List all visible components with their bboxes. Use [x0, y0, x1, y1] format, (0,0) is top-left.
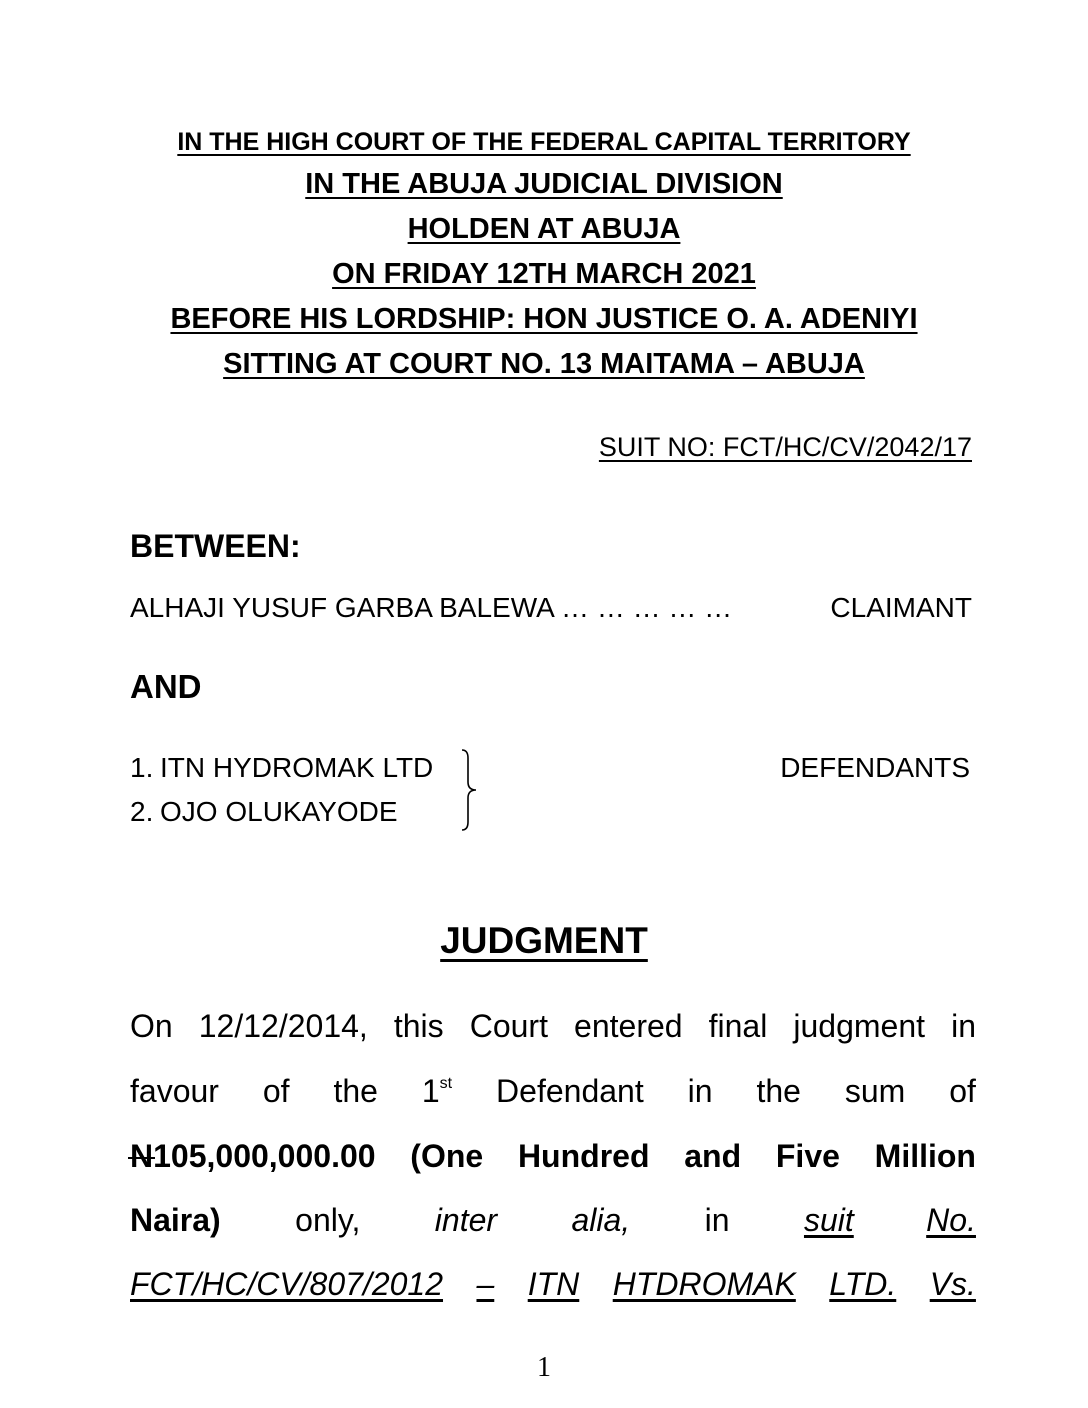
amount-value: 105,000,000.00: [153, 1138, 376, 1174]
defendant-number: 1.: [130, 752, 154, 783]
ordinal-suffix: st: [439, 1075, 453, 1092]
word: Naira): [130, 1202, 221, 1238]
word: of: [262, 1073, 290, 1109]
word: ITN: [527, 1266, 580, 1302]
word: in: [704, 1202, 730, 1238]
suit-reference: [804, 1202, 976, 1239]
paragraph-line: [130, 1008, 976, 1045]
defendant-name: OJO OLUKAYODE: [160, 796, 398, 827]
page-number: 1: [537, 1352, 551, 1383]
word: judgment: [793, 1008, 926, 1044]
word: (One: [410, 1138, 484, 1174]
naira-symbol: N: [130, 1138, 154, 1174]
word: Five: [775, 1138, 840, 1174]
word: alia,: [571, 1202, 631, 1238]
word: entered: [574, 1008, 683, 1044]
claimant-role: CLAIMANT: [830, 592, 972, 623]
holden-heading: HOLDEN AT ABUJA: [407, 213, 681, 245]
defendant-item: [130, 796, 398, 828]
between-label: BETWEEN:: [130, 528, 301, 564]
court-heading: IN THE HIGH COURT OF THE FEDERAL CAPITAL TERRITORY: [177, 128, 911, 156]
word: and: [684, 1138, 742, 1174]
word: suit: [803, 1202, 854, 1238]
word: –: [476, 1266, 495, 1302]
word: sum: [844, 1073, 906, 1109]
word: favour: [130, 1073, 219, 1109]
defendants-role: DEFENDANTS: [780, 752, 970, 783]
word: inter: [434, 1202, 498, 1238]
word: of: [949, 1073, 976, 1109]
judgment-title: JUDGMENT: [440, 920, 648, 961]
word: Court: [469, 1008, 548, 1044]
ordinal-number: 1: [421, 1073, 440, 1109]
word: Hundred: [517, 1138, 650, 1174]
word: only,: [295, 1202, 361, 1238]
date-heading: ON FRIDAY 12TH MARCH 2021: [332, 258, 756, 290]
defendant-number: 2.: [130, 796, 154, 827]
paragraph-line: [130, 1266, 976, 1303]
word: Vs.: [929, 1266, 976, 1302]
word: No.: [926, 1202, 976, 1238]
word: Million: [874, 1138, 976, 1174]
word: On: [130, 1008, 173, 1044]
word: FCT/HC/CV/807/2012: [130, 1266, 444, 1302]
judge-heading: BEFORE HIS LORDSHIP: HON JUSTICE O. A. ADENIYI: [170, 303, 918, 335]
defendant-name: ITN HYDROMAK LTD: [160, 752, 434, 783]
word: Defendant: [496, 1073, 644, 1109]
claimant-name: [130, 592, 732, 624]
word: LTD.: [829, 1266, 897, 1302]
amount: [130, 1138, 376, 1175]
word: in: [687, 1073, 713, 1109]
ordinal: [422, 1073, 452, 1110]
division-heading: IN THE ABUJA JUDICIAL DIVISION: [305, 168, 783, 200]
claimant-line: [130, 592, 972, 624]
defendant-item: [130, 752, 433, 784]
suit-number: SUIT NO: FCT/HC/CV/2042/17: [598, 432, 972, 462]
word: this: [393, 1008, 444, 1044]
and-label: AND: [130, 668, 202, 705]
word: final: [708, 1008, 768, 1044]
word: 12/12/2014,: [198, 1008, 368, 1044]
paragraph-line: [130, 1073, 976, 1110]
curly-brace-icon: [456, 748, 480, 832]
claimant-name-text: ALHAJI YUSUF GARBA BALEWA: [130, 592, 554, 623]
word: the: [333, 1073, 378, 1109]
leader-dots: … … … … …: [561, 592, 733, 623]
word: the: [756, 1073, 801, 1109]
court-location-heading: SITTING AT COURT NO. 13 MAITAMA – ABUJA: [223, 348, 865, 380]
paragraph-line: [130, 1202, 976, 1239]
word: HTDROMAK: [612, 1266, 796, 1302]
word: in: [951, 1008, 976, 1044]
paragraph-line: [130, 1138, 976, 1175]
